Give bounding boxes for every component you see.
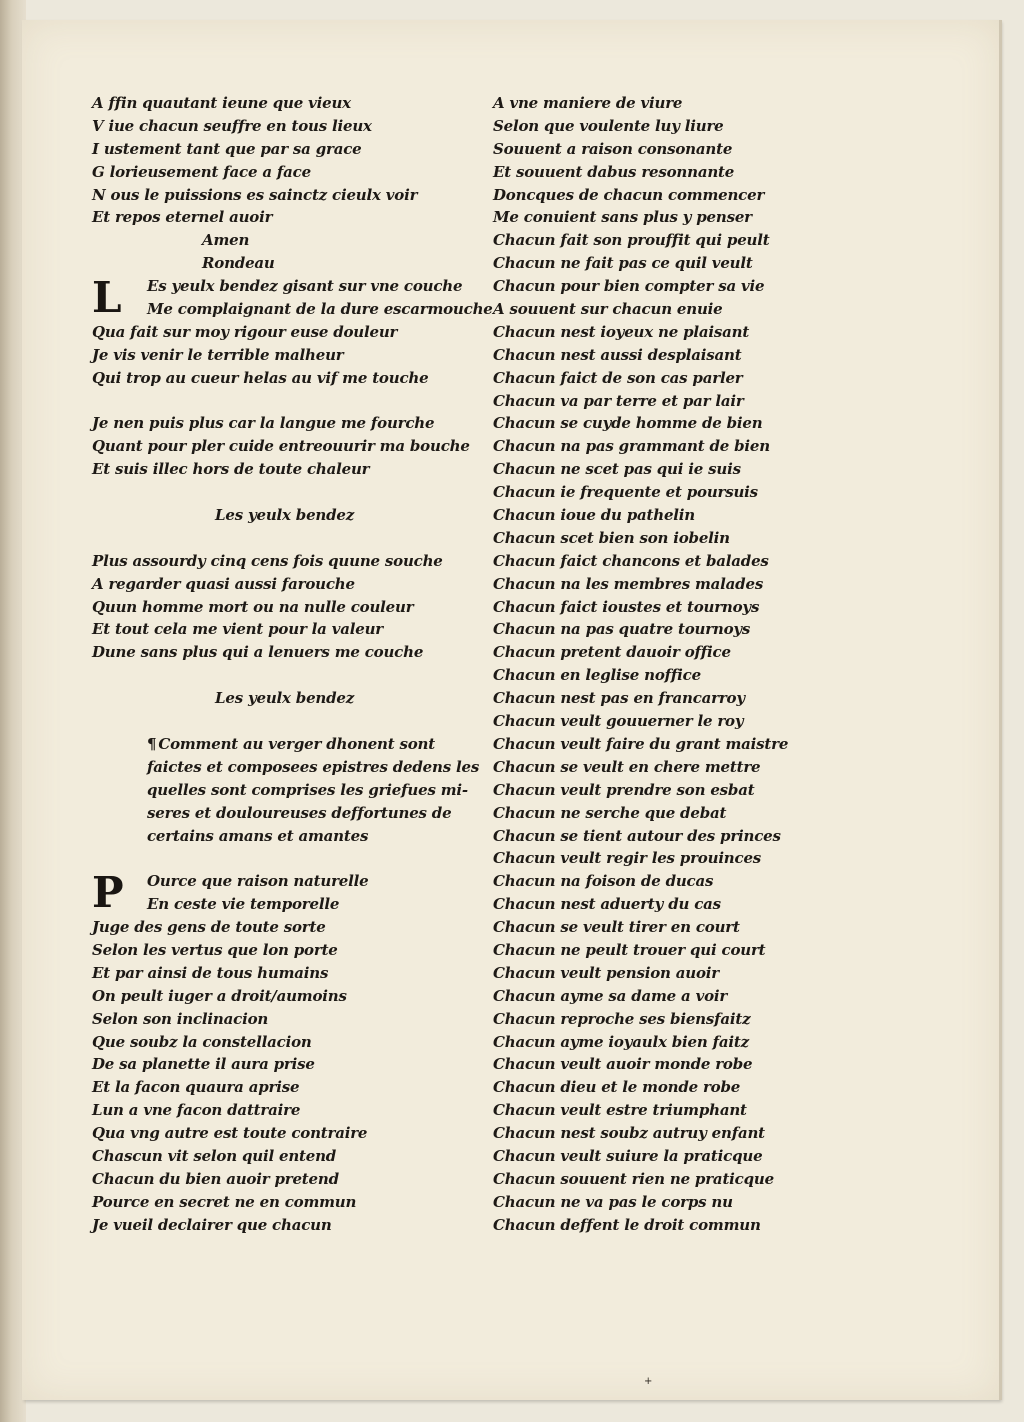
verse-line: En ceste vie temporelle <box>147 895 340 914</box>
left-column <box>92 92 493 1237</box>
verse-line: Souuent a raison consonante <box>493 139 733 158</box>
verse-line: Chacun ayme ioyaulx bien faitz <box>493 1032 749 1051</box>
verse-line: Pource en secret ne en commun <box>92 1192 357 1211</box>
verse-line: Chacun va par terre et par lair <box>493 391 744 410</box>
verse-line: A vne maniere de viure <box>493 94 683 112</box>
verse-line: Qua vng autre est toute contraire <box>92 1124 368 1143</box>
verse-line: Chacun se cuyde homme de bien <box>493 414 763 433</box>
rubric-line: faictes et composees epistres dedens les <box>147 757 480 776</box>
verse-line: Juge des gens de toute sorte <box>92 918 326 937</box>
verse-line: Chacun du bien auoir pretend <box>92 1169 339 1188</box>
verse-line: Chacun deffent le droit commun <box>493 1215 761 1234</box>
verse-line: A regarder quasi aussi farouche <box>92 574 355 593</box>
stanza-gap <box>92 527 472 550</box>
verse-line: Chacun veult auoir monde robe <box>493 1055 753 1074</box>
stanza-gap <box>92 664 472 687</box>
verse-line: Chacun ioue du pathelin <box>493 506 696 525</box>
verse-line: Je nen puis plus car la langue me fourche <box>92 414 435 433</box>
verse-line: Chacun nest ioyeux ne plaisant <box>493 322 750 341</box>
rondeau-stanza-1 <box>92 273 493 389</box>
rubric-line: certains amans et amantes <box>147 826 369 845</box>
verse-line: Chacun ne scet pas qui ie suis <box>493 460 741 479</box>
verse-line: Chacun na foison de ducas <box>493 872 714 891</box>
refrain: Les yeulx bendez <box>215 506 355 525</box>
rubric-line: seres et douloureuses deffortunes de <box>147 803 452 822</box>
drop-capital: L <box>92 273 122 323</box>
verse-line: A souuent sur chacun enuie <box>493 300 723 319</box>
stanza-gap <box>92 710 472 733</box>
verse-line: Et repos eternel auoir <box>92 208 273 227</box>
verse-line: V iue chacun seuffre en tous lieux <box>92 116 372 135</box>
verse-line: I ustement tant que par sa grace <box>92 139 362 158</box>
verse-line: Chacun ne peult trouer qui court <box>493 940 766 959</box>
verse-line: Chacun ne va pas le corps nu <box>493 1192 733 1211</box>
verse-line: Chacun ie frequente et poursuis <box>493 483 758 502</box>
verse-line: Selon son inclinacion <box>92 1009 269 1028</box>
verse-line: Quant pour pler cuide entreouurir ma bouche <box>92 437 470 456</box>
verse-line: Chacun reproche ses biensfaitz <box>493 1009 751 1028</box>
verse-line: Chacun veult suiure la praticque <box>493 1146 763 1165</box>
poem-body <box>92 916 472 1236</box>
verse-line: On peult iuger a droit/aumoins <box>92 986 347 1005</box>
page-edge <box>999 20 1002 1400</box>
verse-line: Et souuent dabus resonnante <box>493 162 735 181</box>
stanza-gap <box>92 390 472 413</box>
verse-line: Chacun nest aduerty du cas <box>493 895 721 914</box>
closing-verse <box>92 92 472 229</box>
verse-line: Chacun faict chancons et balades <box>493 551 769 570</box>
verse-line: Chacun nest soubz autruy enfant <box>493 1124 765 1143</box>
verse-line: Chacun ayme sa dame a voir <box>493 986 728 1005</box>
verse-line: Chacun en leglise noffice <box>493 666 701 685</box>
verse-line: Chascun vit selon quil entend <box>92 1146 337 1165</box>
amen-line: Amen <box>202 231 250 250</box>
verse-line: Chacun se tient autour des princes <box>493 826 781 845</box>
verse-line: Me conuient sans plus y penser <box>493 208 752 227</box>
verse-line: Que soubz la constellacion <box>92 1032 312 1051</box>
verse-line: Chacun faict ioustes et tournoys <box>493 597 760 616</box>
drop-capital: P <box>92 868 124 918</box>
stanza-gap <box>92 481 472 504</box>
verse-line: A ffin quautant ieune que vieux <box>92 94 351 112</box>
verse-line: Et tout cela me vient pour la valeur <box>92 620 383 639</box>
verse-line: Chacun veult regir les prouinces <box>493 849 762 868</box>
verse-line: Chacun souuent rien ne praticque <box>493 1169 774 1188</box>
rondeau-stanza-3 <box>92 550 472 664</box>
refrain: Les yeulx bendez <box>215 689 355 708</box>
verse-line: Chacun na pas quatre tournoys <box>493 620 751 639</box>
verse-line: Je vueil declairer que chacun <box>92 1215 332 1234</box>
verse-line: Ource que raison naturelle <box>147 872 369 891</box>
verse-line: Quun homme mort ou na nulle couleur <box>92 597 414 616</box>
verse-line: Chacun fait son prouffit qui peult <box>493 231 770 250</box>
verse-line: Chacun ne serche que debat <box>493 803 727 822</box>
verse-line: Chacun veult pension auoir <box>493 963 719 982</box>
verse-line: Chacun se veult en chere mettre <box>493 757 761 776</box>
verse-line: Et la facon quaura aprise <box>92 1078 300 1097</box>
verse-line: Chacun nest aussi desplaisant <box>493 345 742 364</box>
signature-mark: + <box>644 1376 653 1387</box>
rubric-line: ¶ Comment au verger dhonent sont <box>147 734 435 753</box>
verse-line: Chacun dieu et le monde robe <box>493 1078 741 1097</box>
verse-line: Doncques de chacun commencer <box>493 185 765 204</box>
verse-line: Lun a vne facon dattraire <box>92 1101 301 1120</box>
right-column <box>493 92 793 1237</box>
verse-line: Qua fait sur moy rigour euse douleur <box>92 322 398 341</box>
verse-line: Chacun se veult tirer en court <box>493 918 740 937</box>
verse-line: De sa planette il aura prise <box>92 1055 315 1074</box>
verse-line: Chacun veult prendre son esbat <box>493 780 755 799</box>
verse-line: Chacun pretent dauoir office <box>493 643 731 662</box>
verse-line: Chacun scet bien son iobelin <box>493 528 730 547</box>
rondeau-stanza-2 <box>92 412 472 481</box>
verse-line: Je vis venir le terrible malheur <box>92 345 344 364</box>
verse-line: Me complaignant de la dure escarmouche <box>147 300 493 319</box>
verse-line: Chacun na les membres malades <box>493 574 764 593</box>
verse-line: Dune sans plus qui a lenuers me couche <box>92 643 424 662</box>
verse-line: Et suis illec hors de toute chaleur <box>92 460 370 479</box>
verse-line: Qui trop au cueur helas au vif me touche <box>92 368 429 387</box>
pilcrow-icon: ¶ <box>147 734 157 753</box>
verse-line: Chacun veult estre triumphant <box>493 1101 747 1120</box>
verse-line: Chacun nest pas en francarroy <box>493 689 745 708</box>
verse-line: Chacun veult gouuerner le roy <box>493 712 744 731</box>
verse-line: Chacun faict de son cas parler <box>493 368 743 387</box>
poem-opening <box>92 870 472 916</box>
rubric-line: quelles sont comprises les griefues mi- <box>147 780 468 799</box>
verse-line: Selon les vertus que lon porte <box>92 940 338 959</box>
verse-line: Chacun veult faire du grant maistre <box>493 734 789 753</box>
verse-line: Plus assourdy cinq cens fois quune souche <box>92 551 443 570</box>
stanza-gap <box>92 847 472 870</box>
verse-line: G lorieusement face a face <box>92 162 311 181</box>
verse-line: Et par ainsi de tous humains <box>92 963 329 982</box>
verse-line: N ous le puissions es sainctz cieulx voir <box>92 185 418 204</box>
rondeau-title: Rondeau <box>202 254 275 273</box>
verse-line: Selon que voulente luy liure <box>493 116 724 135</box>
verse-line: Chacun pour bien compter sa vie <box>493 277 765 296</box>
verse-line: Es yeulx bendez gisant sur vne couche <box>147 277 463 296</box>
verse-line: Chacun na pas grammant de bien <box>493 437 770 456</box>
rubric <box>92 733 480 847</box>
verse-line: Chacun ne fait pas ce quil veult <box>493 254 753 273</box>
